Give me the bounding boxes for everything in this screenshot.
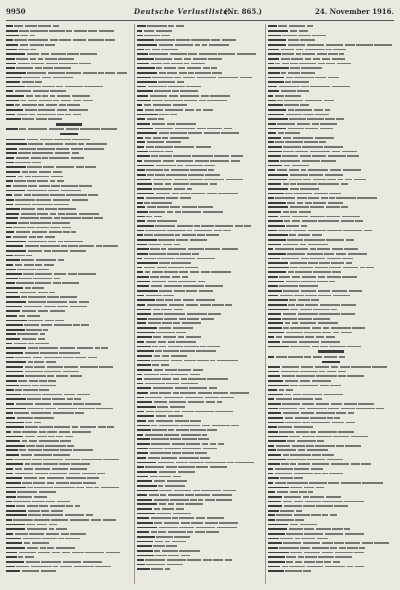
- column-divider: [134, 24, 135, 584]
- column-2: [137, 24, 263, 584]
- header-rule: [6, 20, 394, 21]
- issue-number: (Nr. 865.): [224, 7, 262, 16]
- journal-title: Deutsche Verlustliste.: [134, 7, 232, 16]
- column-divider: [265, 24, 266, 584]
- list-entry: [137, 567, 263, 572]
- page-header: [6, 7, 394, 19]
- list-entry: [6, 569, 132, 574]
- issue-date: 24. November 1916.: [314, 7, 394, 16]
- list-entry: [268, 569, 394, 574]
- column-3: [268, 24, 394, 584]
- column-1: [6, 24, 132, 584]
- page-number: 9950: [6, 7, 26, 16]
